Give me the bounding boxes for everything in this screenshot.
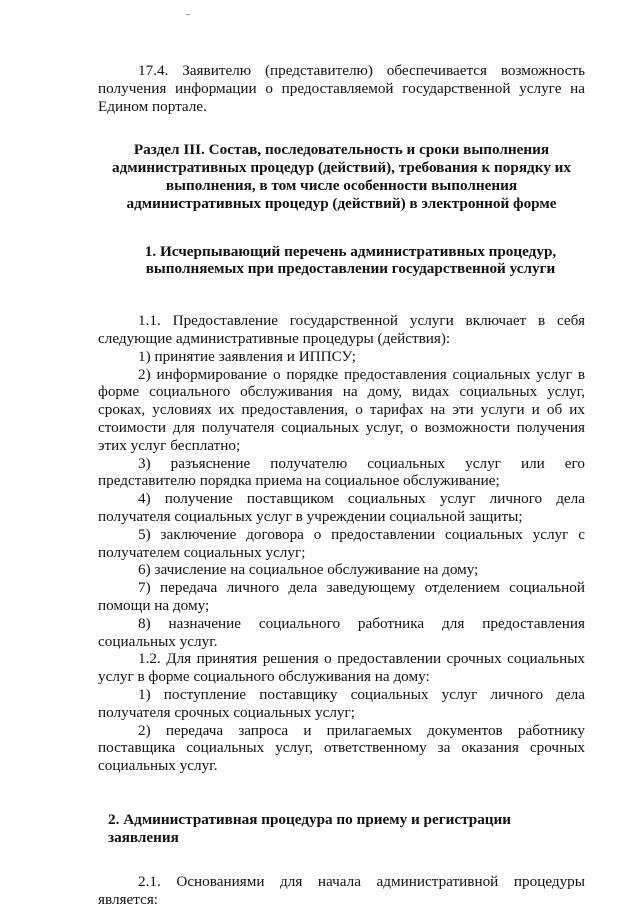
list-item: 4) получение поставщиком социальных услуг личного дела получателя социальных услуг в учреждении социальной защиты; xyxy=(98,490,585,525)
scan-mark xyxy=(186,14,190,15)
list-item: 8) назначение социального работника для предоставления социальных услуг. xyxy=(98,614,585,650)
section-3-title: Раздел III. Состав, последовательность и сроки выполнения административных процедур (действий), требования к порядку их выполнения, в том числе особенности выполнения административных процедур (действий) в электронной форме xyxy=(112,141,571,212)
list-item: 6) зачисление на социальное обслуживание на дому; xyxy=(138,561,479,579)
paragraph-1-2: 1.2. Для принятия решения о предоставлении срочных социальных услуг в форме социального обслуживания на дому: xyxy=(98,650,585,686)
heading-1: 1. Исчерпывающий перечень административных процедур, выполняемых при предоставлении государственной услуги xyxy=(144,242,557,278)
list-item: 2) передача запроса и прилагаемых документов работнику поставщика социальных услуг, ответственному за оказания срочных социальных услуг. xyxy=(98,721,585,775)
list-item: 7) передача личного дела заведующему отделением социальной помощи на дому; xyxy=(98,579,585,614)
paragraph-17-4: 17.4. Заявителю (представителю) обеспечивается возможность получения информации о предоставляемой государственной услуге на Едином портале. xyxy=(98,62,585,115)
paragraph-1-1: 1.1. Предоставление государственной услуги включает в себя следующие административные процедуры (действия): xyxy=(98,312,585,347)
document-body xyxy=(98,62,585,909)
list-item: 2) информирование о порядке предоставления социальных услуг в форме социального обслуживания на дому, видах социальных услуг, сроках, условиях их предоставления, о тарифах на эти услуги и об их стоимости для получателя социальных услуг, о возможности получения этих услуг бесплатно; xyxy=(98,365,585,454)
paragraph-2-1: 2.1. Основаниями для начала административной процедуры является: xyxy=(98,873,585,909)
list-item: 1) поступление поставщику социальных услуг личного дела получателя срочных социальных услуг; xyxy=(98,685,585,721)
list-item: 1) принятие заявления и ИППСУ; xyxy=(138,347,356,365)
list-item: 3) разъяснение получателю социальных услуг или его представителю порядка приема на социальное обслуживание; xyxy=(98,454,585,490)
list-item: 5) заключение договора о предоставлении социальных услуг с получателем социальных услуг; xyxy=(98,525,585,561)
heading-2: 2. Административная процедура по приему и регистрации заявления xyxy=(108,810,512,846)
